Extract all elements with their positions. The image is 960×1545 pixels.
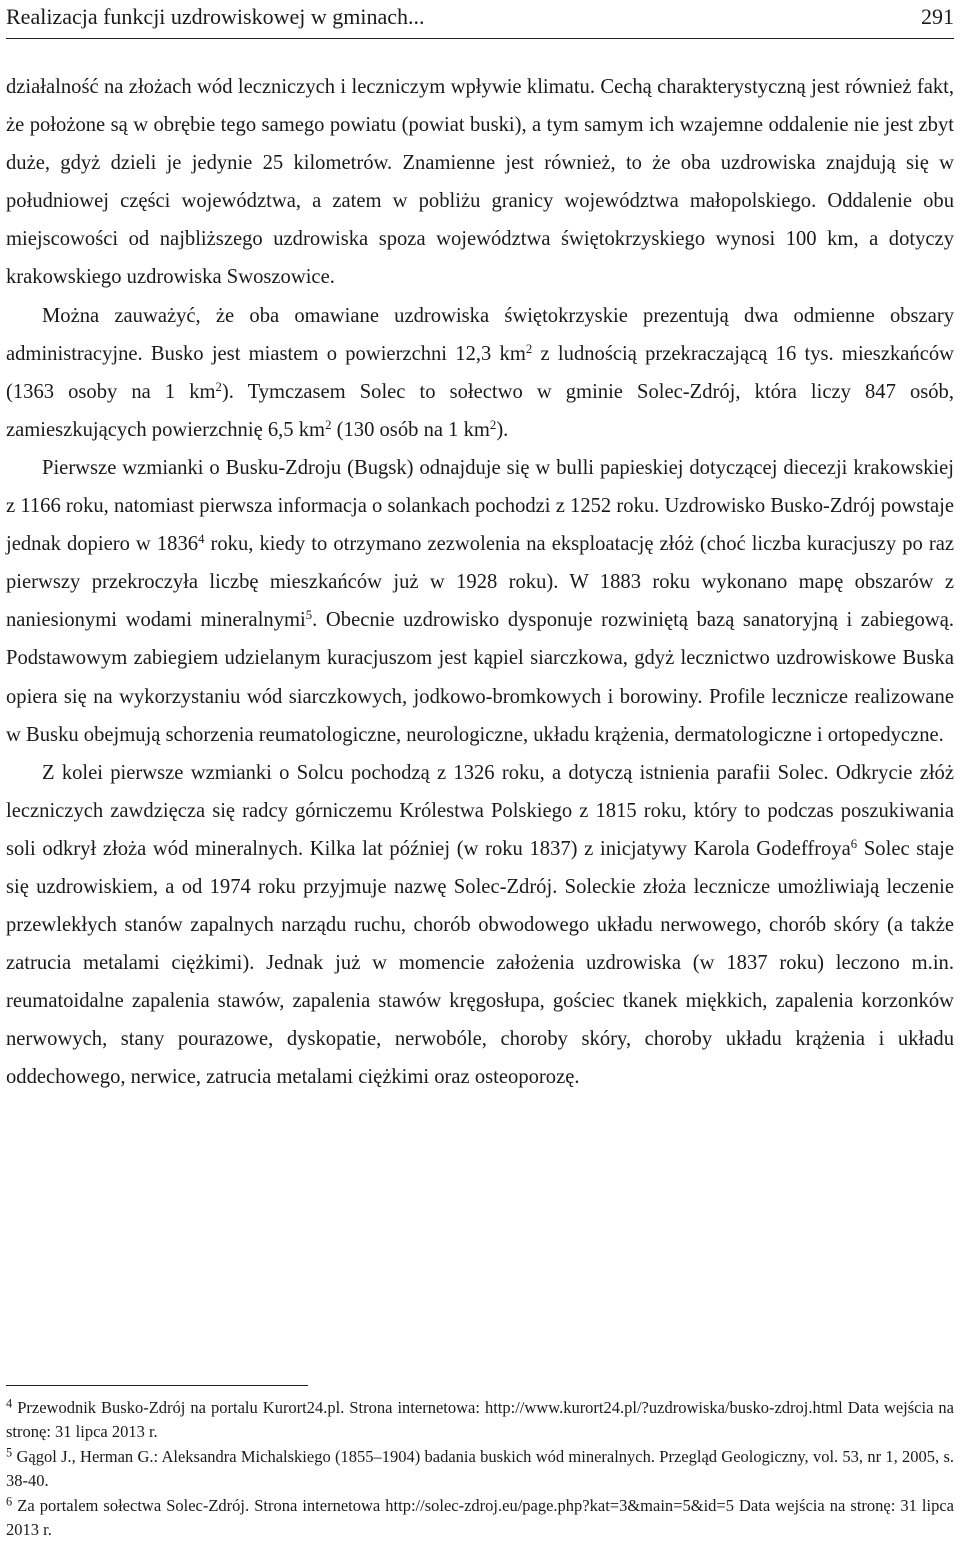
text-run: Solec staje się uzdrowiskiem, a od 1974 roku przyjmuje nazwę Solec-Zdrój. Soleckie złoża lecznicze umożliwiają leczenie przewlekłych stanów zapalnych narządu ruchu, chorób obwodowego układu nerwowego, chorób skóry (a także zatrucia metalami ciężkimi). Jednak już w momencie założenia uzdrowiska (w 1837 roku) leczono m.in. reumatoidalne zapalenia stawów, zapalenia stawów kręgosłupa, gościec tkanek miękkich, zapalenia korzonków nerwowych, stany pourazowe, dyskopatie, nerwobóle, choroby skóry, choroby układu krążenia i układu oddechowego, nerwice, zatrucia metalami ciężkimi oraz osteoporozę. [6, 837, 954, 1089]
paragraph [6, 754, 954, 1097]
text-run: ). [496, 418, 509, 441]
text-run: (130 osób na 1 km [331, 418, 490, 441]
footnote [6, 1396, 954, 1443]
paragraph [6, 68, 954, 297]
footnote [6, 1445, 954, 1492]
text-run: roku, kiedy to otrzymano zezwolenia na eksploatację złóż (choć liczba kuracjuszy po raz pierwszy przekroczyła liczbę mieszkańców już w 1928 roku). W 1883 roku wykonano mapę obszarów z naniesionymi wodami mineralnymi [6, 533, 954, 632]
text-run: ). Tymczasem Solec to sołectwo w gminie Solec-Zdrój, która liczy 847 osób, zamieszkujących powierzchnię 6,5 km [6, 380, 955, 441]
text-run: z ludnością przekraczającą 16 tys. mieszkańców (1363 osoby na 1 km [6, 342, 955, 403]
footnote-mark: 4 [6, 1396, 13, 1411]
footnote-text: Przewodnik Busko-Zdrój na portalu Kurort24.pl. Strona internetowa: http://www.kurort24.pl/?uzdrowiska/busko-zdroj.html Data wejścia na stronę: 31 lipca 2013 r. [6, 1398, 954, 1441]
paragraph [6, 449, 954, 754]
running-title: Realizacja funkcji uzdrowiskowej w gminach... [6, 4, 425, 29]
footnote-separator [6, 1385, 308, 1386]
superscript: 5 [305, 608, 313, 623]
footnote-mark: 6 [6, 1494, 13, 1509]
page-number: 291 [921, 4, 954, 29]
running-header [6, 2, 954, 39]
text-run: Pierwsze wzmianki o Busku-Zdroju (Bugsk) odnajduje się w bulli papieskiej dotyczącej diecezji krakowskiej z 1166 roku, natomiast pierwsza informacja o solankach pochodzi z 1252 roku. Uzdrowisko Busko-Zdrój powstaje jednak dopiero w 1836 [6, 456, 954, 556]
text-run: . Obecnie uzdrowisko dysponuje rozwiniętą bazą sanatoryjną i zabiegową. Podstawowym zabiegiem udzielanym kuracjuszom jest kąpiel siarczkowa, gdyż lecznictwo uzdrowiskowe Buska opiera się na wykorzystaniu wód siarczkowych, jodkowo-bromkowych i borowiny. Profile lecznicze realizowane w Busku obejmują schorzenia reumatologiczne, neurologiczne, układu krążenia, dermatologiczne i ortopedyczne. [6, 609, 954, 746]
superscript: 2 [489, 417, 497, 432]
text-run: Z kolei pierwsze wzmianki o Solcu pochodzą z 1326 roku, a dotyczą istnienia parafii Solec. Odkrycie złóż leczniczych zawdzięcza się radcy górniczemu Królestwa Polskiego z 1815 roku, który to podczas poszukiwania soli odkrył złoża wód mineralnych. Kilka lat później (w roku 1837) z inicjatywy Karola Godeffroya [6, 761, 954, 860]
superscript: 2 [325, 417, 332, 432]
superscript: 2 [525, 341, 533, 356]
text-run: działalność na złożach wód leczniczych i leczniczym wpływie klimatu. Cechą charakterystyczną jest również fakt, że położone są w obrębie tego samego powiatu (powiat buski), a tym samym ich wzajemne oddalenie nie jest zbyt duże, gdyż dzieli je jedynie 25 kilometrów. Znamienne jest również, to że oba uzdrowiska znajdują się w południowej części województwa, a zatem w pobliżu granicy województwa małopolskiego. Oddalenie obu miejscowości od najbliższego uzdrowiska spoza województwa świętokrzyskiego wynosi 100 km, a dotyczy krakowskiego uzdrowiska Swoszowice. [6, 76, 954, 289]
superscript: 4 [198, 532, 205, 547]
footnote-mark: 5 [6, 1445, 13, 1460]
footnote-text: Gągol J., Herman G.: Aleksandra Michalskiego (1855–1904) badania buskich wód mineralnych. Przegląd Geologiczny, vol. 53, nr 1, 2005, s. 38-40. [6, 1447, 954, 1490]
text-run: Można zauważyć, że oba omawiane uzdrowiska świętokrzyskie prezentują dwa odmienne obszary administracyjne. Busko jest miastem o powierzchni 12,3 km [6, 304, 954, 365]
superscript: 2 [215, 379, 222, 394]
paragraph [6, 297, 954, 449]
footnotes [6, 1396, 954, 1543]
superscript: 6 [850, 836, 858, 851]
footnote [6, 1494, 954, 1541]
body-text [6, 68, 954, 1097]
footnote-text: Za portalem sołectwa Solec-Zdrój. Strona internetowa http://solec-zdroj.eu/page.php?kat=3&main=5&id=5 Data wejścia na stronę: 31 lipca 2013 r. [6, 1496, 954, 1539]
